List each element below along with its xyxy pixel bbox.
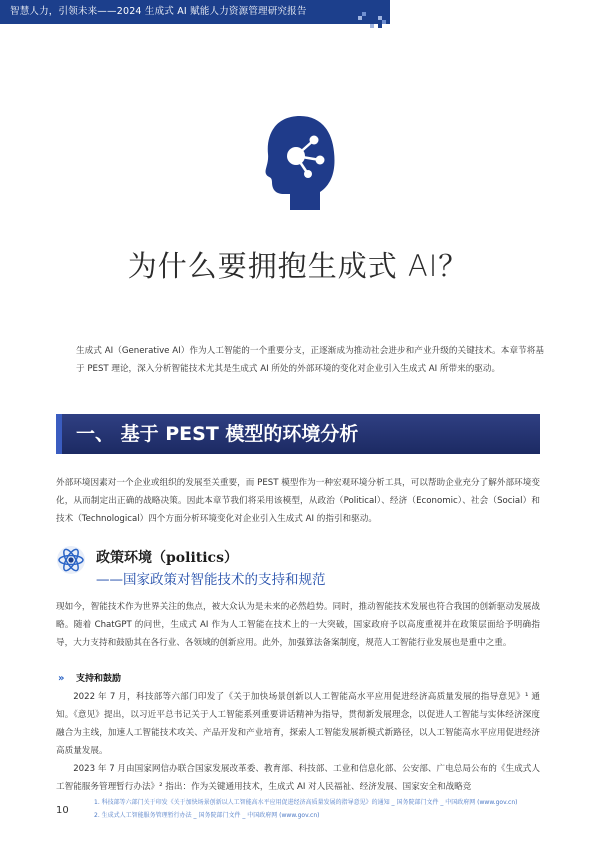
policy-subtitle: ——国家政策对智能技术的支持和规范 — [96, 572, 326, 588]
intro-paragraph: 生成式 AI（Generative AI）作为人工智能的一个重要分支，正逐渐成为推动社会进步和产业升级的关键技术。本章节将基于 PEST 理论，深入分析智能技术尤其是生成式 AI 所处的外部环境的变化对企业引入生成式 AI 所带来的驱动。 — [76, 346, 544, 374]
page-title: 为什么要拥抱生成式 AI？ — [127, 249, 469, 283]
running-header-title: 智慧人力，引领未来——2024 生成式 AI 赋能人力资源管理研究报告 — [10, 6, 307, 17]
page-number: 10 — [56, 805, 69, 816]
support-paragraph-2: 2023 年 7 月由国家网信办联合国家发展改革委、教育部、科技部、工业和信息化部、公安部、广电总局公布的《生成式人工智能服务管理暂行办法》² 指出：作为关键通用技术，生成式 AI 对人民福祉、经济发展、国家安全和战略竞 — [56, 764, 540, 792]
section-paragraph: 外部环境因素对一个企业或组织的发展至关重要，而 PEST 模型作为一种宏观环境分析工具，可以帮助企业充分了解外部环境变化，从而制定出正确的战略决策。因此本章节我们将采用该模型，从政治（Political）、经济（Economic）、社会（Social）和技术（Technological）四个方面分析环境变化对企业引入生成式 AI 的指引和驱动。 — [56, 478, 540, 524]
ai-head-icon — [262, 112, 338, 214]
banner-accent — [56, 414, 62, 454]
support-label: 支持和鼓励 — [76, 674, 122, 684]
section-title: 一、 基于 PEST 模型的环境分析 — [76, 423, 359, 445]
running-header — [0, 0, 390, 24]
double-chevron-icon: » — [58, 673, 65, 684]
pixel-decoration — [350, 12, 390, 36]
footnote-2[interactable]: 2. 生成式人工智能服务管理暂行办法 _ 国务院部门文件 _ 中国政府网 (www.gov.cn) — [94, 812, 320, 819]
support-paragraph-1: 2022 年 7 月，科技部等六部门印发了《关于加快场景创新以人工智能高水平应用促进经济高质量发展的指导意见》¹ 通知。《意见》提出，以习近平总书记关于人工智能系列重要讲话精神为指导，贯彻新发展理念，以促进人工智能与实体经济深度融合为主线，加速人工智能技术攻关、产品开发和产业培育，探索人工智能发展新模式新路径，以人工智能高水平应用促进经济高质量发展。 — [56, 692, 540, 756]
footnote-1[interactable]: 1. 科技部等六部门关于印发《关于加快场景创新以人工智能高水平应用促进经济高质量发展的指导意见》的通知 _ 国务院部门文件 _ 中国政府网 (www.gov.cn) — [94, 799, 518, 806]
policy-paragraph: 现如今，智能技术作为世界关注的焦点，被大众认为是未来的必然趋势。同时，推动智能技术发展也符合我国的创新驱动发展战略。随着 ChatGPT 的问世，生成式 AI 作为人工智能在技术上的一大突破，国家政府予以高度重视并在政策层面给予明确指导，大力支持和鼓励其在各行业、各领域的创新应用。此外，加强算法备案制度，规范人工智能行业发展也是重中之重。 — [56, 602, 540, 648]
atom-icon — [56, 545, 86, 575]
policy-title: 政策环境（politics） — [96, 550, 238, 566]
footnotes — [94, 798, 540, 824]
section-banner — [56, 414, 540, 454]
support-body — [56, 688, 540, 796]
